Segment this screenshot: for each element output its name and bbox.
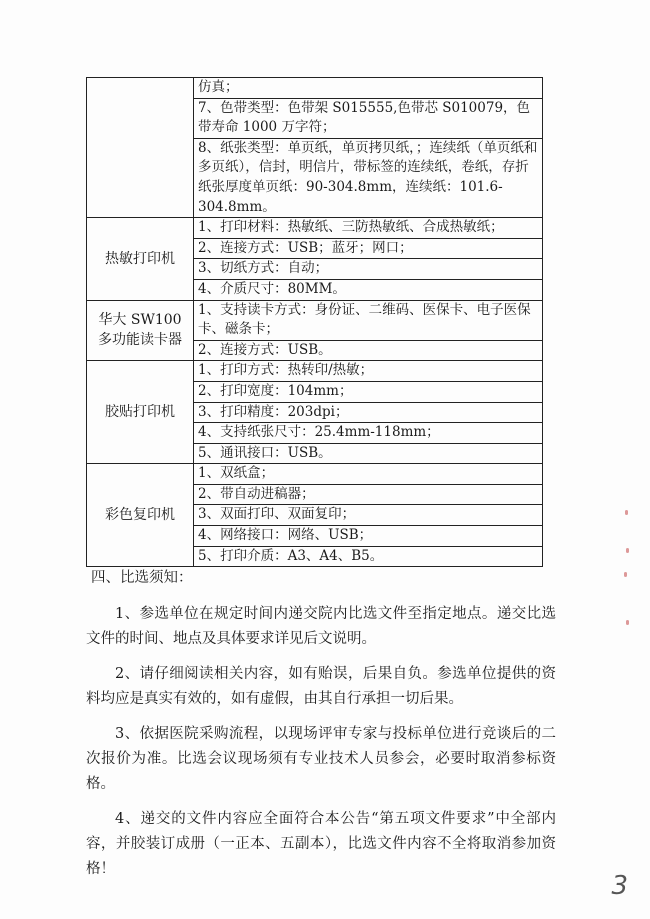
notice-paragraph: 3、依据医院采购流程，以现场评审专家与投标单位进行竞谈后的二次报价为准。比选会议现场须有专业技术人员参会，必要时取消参标资格。 [86, 726, 556, 792]
spec-item: 5、通讯接口：USB。 [194, 443, 543, 464]
device-name [87, 78, 194, 218]
scan-marks [624, 510, 630, 630]
spec-item: 3、打印精度：203dpi； [194, 402, 543, 423]
spec-item: 8、纸张类型：单页纸，单页拷贝纸，；连续纸（单页纸和多页纸），信封，明信片，带标签的连续纸，卷纸，存折纸张厚度单页纸：90-304.8mm，连续纸：101.6-304.8mm。 [194, 138, 543, 217]
table-row [87, 300, 543, 340]
spec-table [86, 77, 543, 567]
spec-item: 仿真； [194, 78, 543, 99]
spec-item: 2、打印宽度：104mm； [194, 381, 543, 402]
notice-paragraph: 1、参选单位在规定时间内递交院内比选文件至指定地点。递交比选文件的时间、地点及具体要求详见后文说明。 [86, 606, 556, 647]
notice-section [86, 568, 556, 892]
device-name: 热敏打印机 [87, 218, 194, 300]
device-name: 彩色复印机 [87, 464, 194, 567]
spec-item: 2、连接方式：USB；蓝牙；网口； [194, 238, 543, 259]
spec-item: 1、打印方式：热转印/热敏； [194, 361, 543, 382]
spec-item: 2、带自动进稿器； [194, 484, 543, 505]
device-name: 胶贴打印机 [87, 361, 194, 464]
device-name: 华大 SW100 多功能读卡器 [87, 300, 194, 361]
table-row [87, 78, 543, 99]
table-row [87, 361, 543, 382]
notice-paragraph: 2、请仔细阅读相关内容，如有贻误，后果自负。参选单位提供的资料均应是真实有效的，如有虚假，由其自行承担一切后果。 [86, 666, 556, 707]
spec-item: 7、色带类型：色带架 S015555,色带芯 S010079，色带寿命 1000 万字符； [194, 98, 543, 138]
spec-item: 2、连接方式：USB。 [194, 340, 543, 361]
spec-item: 5、打印介质：A3、A4、B5。 [194, 546, 543, 567]
spec-item: 3、双面打印、双面复印； [194, 505, 543, 526]
notice-heading: 四、比选须知： [91, 570, 193, 586]
notice-paragraph: 4、递交的文件内容应全面符合本公告“第五项文件要求”中全部内容，并胶装订成册（一正本、五副本），比选文件内容不全将取消参加资格！ [86, 811, 556, 877]
spec-item: 4、网络接口：网络、USB； [194, 526, 543, 547]
spec-item: 1、支持读卡方式：身份证、二维码、医保卡、电子医保卡、磁条卡； [194, 300, 543, 340]
spec-item: 3、切纸方式：自动； [194, 259, 543, 280]
spec-item: 4、支持纸张尺寸：25.4mm-118mm； [194, 423, 543, 444]
spec-item: 1、双纸盒； [194, 464, 543, 485]
spec-item: 4、介质尺寸：80MM。 [194, 279, 543, 300]
spec-item: 1、打印材料：热敏纸、三防热敏纸、合成热敏纸； [194, 218, 543, 239]
table-row [87, 464, 543, 485]
table-row [87, 218, 543, 239]
page-number: 3 [611, 871, 628, 901]
